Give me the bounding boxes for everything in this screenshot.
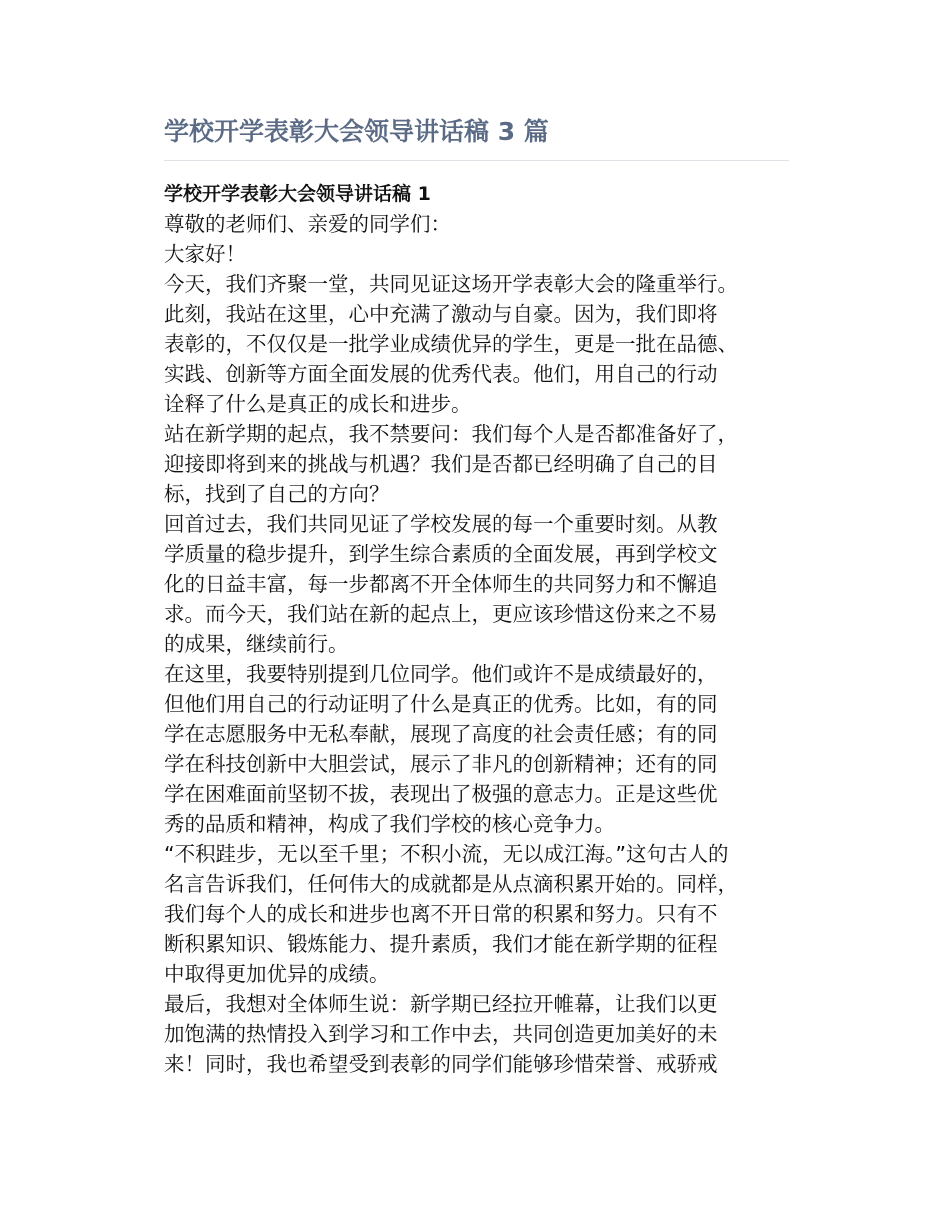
paragraph — [164, 209, 789, 239]
paragraph-line: 学在困难面前坚韧不拔，表现出了极强的意志力。正是这些优 — [164, 782, 718, 806]
paragraph-line: “不积跬步，无以至千里；不积小流，无以成江海。”这句古人的 — [164, 842, 729, 866]
paragraph-line: 标，找到了自己的方向？ — [164, 482, 390, 506]
paragraph-line: 学在志愿服务中无私奉献，展现了高度的社会责任感；有的同 — [164, 722, 718, 746]
paragraph-line: 我们每个人的成长和进步也离不开日常的积累和努力。只有不 — [164, 902, 718, 926]
paragraph-line: 加饱满的热情投入到学习和工作中去，共同创造更加美好的未 — [164, 1022, 718, 1046]
document-body — [164, 209, 789, 1079]
paragraph-line: 的成果，继续前行。 — [164, 632, 349, 656]
paragraph-line: 最后，我想对全体师生说：新学期已经拉开帷幕，让我们以更 — [164, 992, 718, 1016]
paragraph — [164, 839, 789, 989]
paragraph-line: 实践、创新等方面全面发展的优秀代表。他们，用自己的行动 — [164, 362, 718, 386]
paragraph-line: 回首过去，我们共同见证了学校发展的每一个重要时刻。从教 — [164, 512, 718, 536]
paragraph-line: 表彰的，不仅仅是一批学业成绩优异的学生，更是一批在品德、 — [164, 332, 738, 356]
document-page — [164, 112, 789, 1079]
paragraph — [164, 239, 789, 269]
paragraph-line: 断积累知识、锻炼能力、提升素质，我们才能在新学期的征程 — [164, 932, 718, 956]
paragraph-line: 站在新学期的起点，我不禁要问：我们每个人是否都准备好了， — [164, 422, 738, 446]
paragraph-line: 化的日益丰富，每一步都离不开全体师生的共同努力和不懈追 — [164, 572, 718, 596]
paragraph-line: 名言告诉我们，任何伟大的成就都是从点滴积累开始的。同样， — [164, 872, 738, 896]
paragraph — [164, 509, 789, 659]
paragraph-line: 此刻，我站在这里，心中充满了激动与自豪。因为，我们即将 — [164, 302, 718, 326]
paragraph-line: 来！同时，我也希望受到表彰的同学们能够珍惜荣誉、戒骄戒 — [164, 1052, 718, 1076]
paragraph — [164, 269, 789, 419]
paragraph-line: 秀的品质和精神，构成了我们学校的核心竞争力。 — [164, 812, 615, 836]
paragraph-line: 学在科技创新中大胆尝试，展示了非凡的创新精神；还有的同 — [164, 752, 718, 776]
paragraph-line: 尊敬的老师们、亲爱的同学们： — [164, 212, 451, 236]
paragraph-line: 学质量的稳步提升，到学生综合素质的全面发展，再到学校文 — [164, 542, 718, 566]
section-heading: 学校开学表彰大会领导讲话稿 1 — [164, 183, 431, 205]
paragraph-line: 大家好！ — [164, 242, 246, 266]
paragraph-line: 迎接即将到来的挑战与机遇？我们是否都已经明确了自己的目 — [164, 452, 718, 476]
paragraph — [164, 659, 789, 839]
paragraph-line: 诠释了什么是真正的成长和进步。 — [164, 392, 472, 416]
paragraph-line: 今天，我们齐聚一堂，共同见证这场开学表彰大会的隆重举行。 — [164, 272, 738, 296]
paragraph — [164, 989, 789, 1079]
paragraph-line: 求。而今天，我们站在新的起点上，更应该珍惜这份来之不易 — [164, 602, 718, 626]
paragraph — [164, 419, 789, 509]
paragraph-line: 但他们用自己的行动证明了什么是真正的优秀。比如，有的同 — [164, 692, 718, 716]
paragraph-line: 在这里，我要特别提到几位同学。他们或许不是成绩最好的， — [164, 662, 718, 686]
document-title: 学校开学表彰大会领导讲话稿 3 篇 — [164, 112, 789, 161]
paragraph-line: 中取得更加优异的成绩。 — [164, 962, 390, 986]
